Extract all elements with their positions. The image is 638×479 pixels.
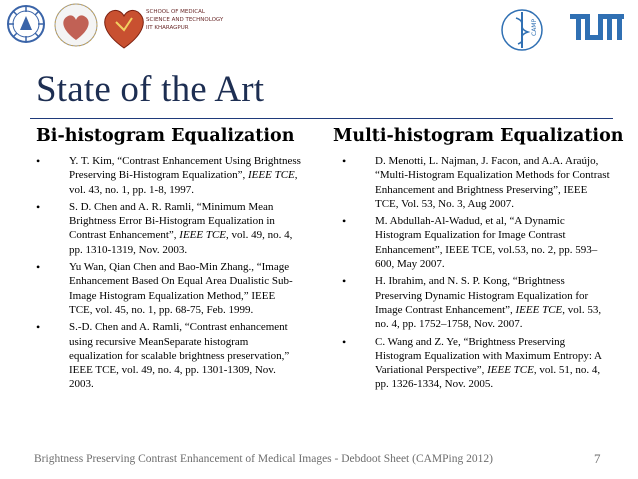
smst-line-2: SCIENCE AND TECHNOLOGY — [146, 17, 224, 23]
right-reference-list — [339, 154, 610, 395]
bullet-icon: • — [342, 334, 347, 349]
bullet-icon: • — [36, 199, 41, 214]
camp-text: CAMP — [531, 18, 538, 36]
list-item — [339, 335, 610, 392]
smst-line-1: SCHOOL OF MEDICAL — [146, 9, 205, 15]
list-item — [33, 260, 301, 317]
list-item — [33, 200, 301, 257]
journal-name: IEEE TCE — [248, 169, 295, 182]
reference-text: M. Abdullah-Al-Wadud, et al, “A Dynamic Histogram Equalization for Image Contrast Enhancement”, IEEE TCE, vol.53, no. 2, pp. 593–600, May 2007. — [375, 215, 598, 271]
reference-text: S.-D. Chen and A. Ramli, “Contrast enhancement using recursive MeanSeparate histogram equalization for scalable brightness preservation,” IEEE TCE, vol. 49, no. 4, pp. 1301-1309, Nov. 2003. — [69, 321, 290, 391]
bullet-icon: • — [36, 260, 41, 275]
reference-text: Y. T. Kim, “Contrast Enhancement Using Brightness Preserving Bi-Histogram Equalization”, — [69, 155, 301, 182]
list-item — [33, 320, 301, 391]
reference-text: D. Menotti, L. Najman, J. Facon, and A.A. Araújo, “Multi-Histogram Equalization Methods for Contrast Enhancement and Brightness Preserving”, IEEE TCE, Vol. 53, No. 3, Aug 2007. — [375, 155, 610, 210]
slide-footer: Brightness Preserving Contrast Enhancement of Medical Images - Debdoot Sheet (CAMPing 2012) — [34, 453, 493, 465]
reference-details: , vol. 43, no. 1, pp. 1-8, 1997. — [69, 169, 298, 196]
journal-name: IEEE TCE — [515, 303, 563, 316]
reference-text: S. D. Chen and A. R. Ramli, “Minimum Mean Brightness Error Bi-Histogram Equalization in Contrast Enhancement”, — [69, 200, 275, 242]
list-item — [339, 214, 610, 271]
left-reference-list — [33, 154, 301, 395]
heritage-emblem-logo — [52, 2, 100, 48]
camp-caduceus-logo — [500, 6, 546, 54]
list-item — [33, 154, 301, 197]
bullet-icon: • — [342, 214, 347, 229]
reference-details: , vol. 49, no. 4, pp. 1310-1319, Nov. 2003. — [69, 229, 293, 256]
header-logos — [0, 0, 638, 62]
smst-line-3: IIT KHARAGPUR — [146, 25, 189, 31]
bullet-icon: • — [36, 320, 41, 335]
page-number: 7 — [594, 451, 601, 466]
tum-logo — [568, 10, 628, 44]
iit-seal-logo — [6, 4, 46, 44]
bullet-icon: • — [342, 154, 347, 168]
journal-name: IEEE TCE — [487, 364, 534, 377]
left-column-heading: Bi-histogram Equalization — [36, 126, 295, 146]
reference-text: H. Ibrahim, and N. S. P. Kong, “Brightness Preserving Dynamic Histogram Equalization for Image Contrast Enhancement”, — [375, 275, 589, 316]
reference-text: C. Wang and Z. Ye, “Brightness Preserving Histogram Equalization with Maximum Entropy: A Variational Perspective”, — [375, 335, 602, 377]
reference-details: , vol. 51, no. 4, pp. 1326-1334, Nov. 2005. — [375, 364, 601, 391]
reference-text: Yu Wan, Qian Chen and Bao-Min Zhang., “Image Enhancement Based On Equal Area Dualistic Sub-Image Histogram Equalization Method,” IEEE TCE, vol. 45, no. 1, pp. 68-75, Feb. 1999. — [69, 261, 293, 316]
bullet-icon: • — [342, 274, 347, 289]
smst-heart-logo — [96, 4, 224, 52]
title-divider — [30, 118, 613, 119]
bullet-icon: • — [36, 154, 41, 168]
slide-title: State of the Art — [36, 69, 265, 110]
journal-name: IEEE TCE — [179, 229, 227, 242]
right-column-heading: Multi-histogram Equalization — [333, 126, 624, 146]
list-item — [339, 274, 610, 331]
reference-details: , vol. 53, no. 4, pp. 1752–1758, Nov. 2007. — [375, 303, 602, 331]
list-item — [339, 154, 610, 211]
